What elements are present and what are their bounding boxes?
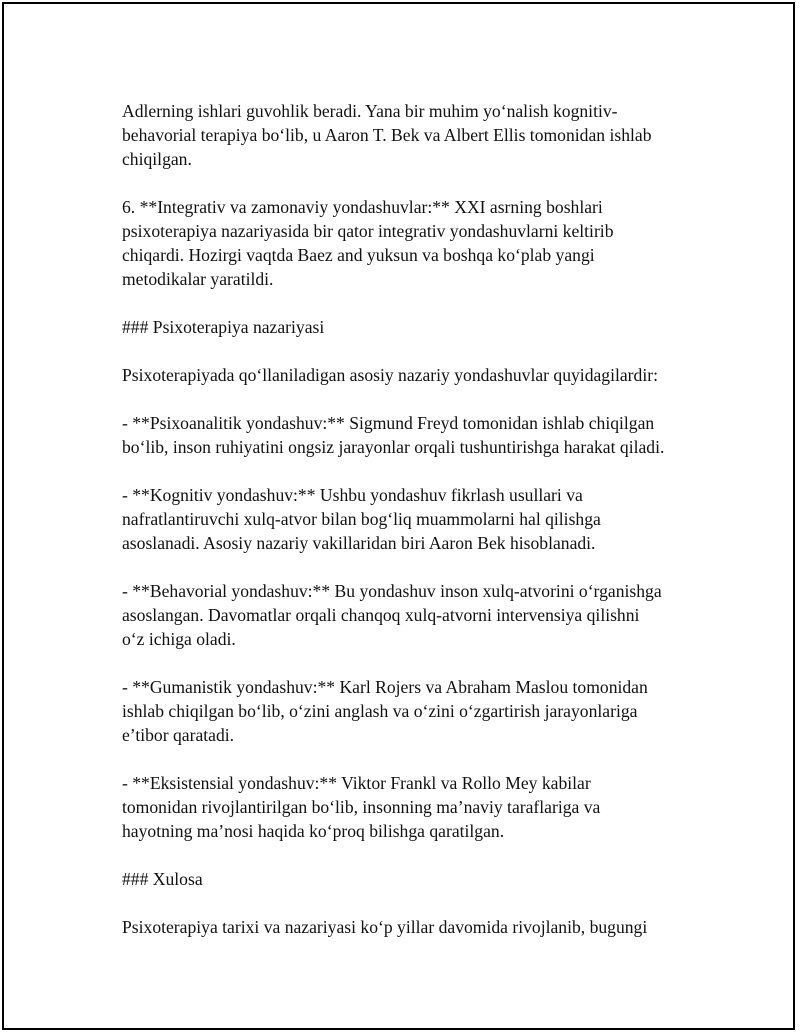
text-line: Psixoterapiyada qo‘llaniladigan asosiy nazariy yondashuvlar quyidagilardir:: [122, 365, 658, 385]
text-line: asoslangan. Davomatlar orqali chanqoq xulq-atvorni intervensiya qilishni: [122, 605, 640, 625]
text-line: e’tibor qaratadi.: [122, 725, 235, 745]
paragraph-theory-intro: [122, 363, 722, 387]
text-line: psixoterapiya nazariyasida bir qator integrativ yondashuvlarni keltirib: [122, 221, 614, 241]
paragraph-existential: [122, 771, 722, 843]
text-line: Psixoterapiya tarixi va nazariyasi ko‘p yillar davomida rivojlanib, bugungi: [122, 917, 648, 937]
text-line: - **Kognitiv yondashuv:** Ushbu yondashuv fikrlash usullari va: [122, 485, 583, 505]
text-line: 6. **Integrativ va zamonaviy yondashuvlar:** XXI asrning boshlari: [122, 197, 603, 217]
page-content: [122, 99, 722, 963]
paragraph-intro-continuation: [122, 99, 722, 171]
text-line: metodikalar yaratildi.: [122, 269, 274, 289]
text-line: nafratlantiruvchi xulq-atvor bilan bog‘liq muammolarni hal qilishga: [122, 509, 601, 529]
text-line: ishlab chiqilgan bo‘lib, o‘zini anglash va o‘zini o‘zgartirish jarayonlariga: [122, 701, 638, 721]
text-line: hayotning ma’nosi haqida ko‘proq bilishga qaratilgan.: [122, 821, 505, 841]
page-frame: [2, 2, 795, 1030]
text-line: o‘z ichiga oladi.: [122, 629, 236, 649]
text-line: behavorial terapiya bo‘lib, u Aaron T. Bek va Albert Ellis tomonidan ishlab: [122, 125, 652, 145]
paragraph-heading-conclusion: [122, 867, 722, 891]
text-line: - **Psixoanalitik yondashuv:** Sigmund Freyd tomonidan ishlab chiqilgan: [122, 413, 655, 433]
text-line: asoslanadi. Asosiy nazariy vakillaridan biri Aaron Bek hisoblanadi.: [122, 533, 596, 553]
text-line: Adlerning ishlari guvohlik beradi. Yana bir muhim yo‘nalish kognitiv-: [122, 101, 618, 121]
paragraph-integrative-approaches: [122, 195, 722, 291]
text-line: chiqardi. Hozirgi vaqtda Baez and yuksun va boshqa ko‘plab yangi: [122, 245, 595, 265]
text-line: ### Psixoterapiya nazariyasi: [122, 317, 325, 337]
text-line: tomonidan rivojlantirilgan bo‘lib, insonning ma’naviy taraflariga va: [122, 797, 601, 817]
text-line: - **Behavorial yondashuv:** Bu yondashuv inson xulq-atvorini o‘rganishga: [122, 581, 662, 601]
text-line: ### Xulosa: [122, 869, 203, 889]
text-line: bo‘lib, inson ruhiyatini ongsiz jarayonlar orqali tushuntirishga harakat qiladi.: [122, 437, 665, 457]
paragraph-heading-theory: [122, 315, 722, 339]
paragraph-humanistic: [122, 675, 722, 747]
paragraph-cognitive: [122, 483, 722, 555]
paragraph-psychoanalytic: [122, 411, 722, 459]
paragraph-behavioral: [122, 579, 722, 651]
paragraph-conclusion-start: [122, 915, 722, 939]
text-line: - **Eksistensial yondashuv:** Viktor Frankl va Rollo Mey kabilar: [122, 773, 591, 793]
text-line: chiqilgan.: [122, 149, 192, 169]
text-line: - **Gumanistik yondashuv:** Karl Rojers va Abraham Maslou tomonidan: [122, 677, 648, 697]
